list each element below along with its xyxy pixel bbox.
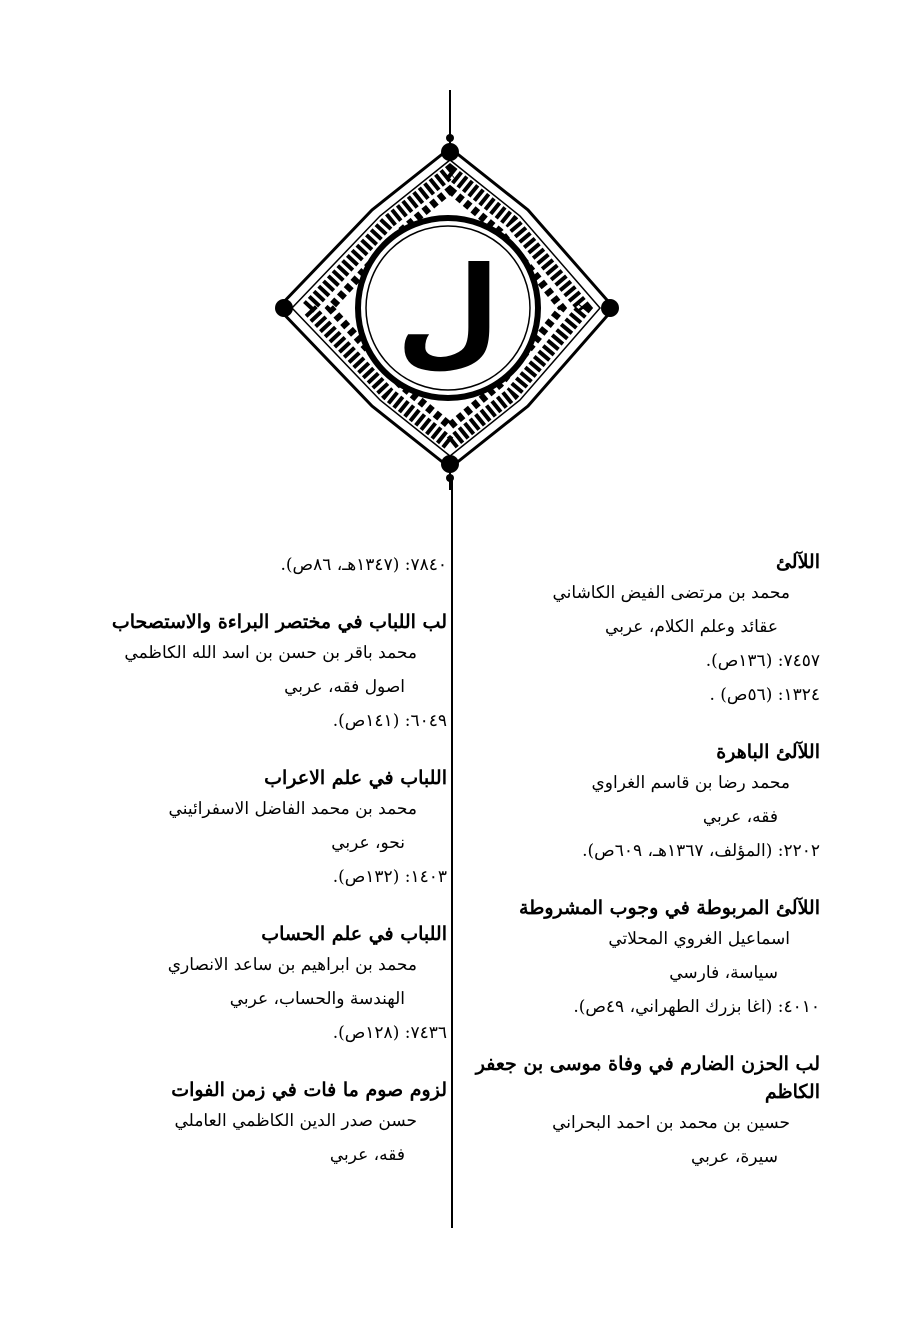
entry-subject: اصول فقه، عربي xyxy=(284,677,405,697)
entry-reference: ٧٨٤٠: (١٣٤٧هـ، ٨٦ص). xyxy=(280,555,447,575)
entry-title: اللآلئ المربوطة في وجوب المشروطة xyxy=(519,897,820,919)
section-letter: ل xyxy=(395,242,501,381)
entry-author: حسين بن محمد بن احمد البحراني xyxy=(552,1113,790,1133)
entry-author: محمد باقر بن حسن بن اسد الله الكاظمي xyxy=(124,643,417,663)
entry-title: لب اللباب في مختصر البراءة والاستصحاب xyxy=(111,611,447,633)
entry-author: محمد رضا بن قاسم الغراوي xyxy=(591,773,790,793)
entry-subject: عقائد وعلم الكلام، عربي xyxy=(605,617,778,637)
entry-title: اللآلئ الباهرة xyxy=(716,741,820,763)
entry-title: لب الحزن الضارم في وفاة موسى بن جعفر الكاظم xyxy=(475,1053,820,1103)
entry xyxy=(460,738,820,868)
entry-reference: ١٤٠٣: (١٣٢ص). xyxy=(332,867,447,887)
entry-author: محمد بن ابراهيم بن ساعد الانصاري xyxy=(167,955,417,975)
entry-author: محمد بن مرتضى الفيض الكاشاني xyxy=(552,583,790,603)
entry xyxy=(460,1050,820,1174)
entry-subject: فقه، عربي xyxy=(329,1145,405,1165)
entry-reference: ١٣٢٤: (٥٦ص) . xyxy=(709,685,820,705)
entry xyxy=(87,920,447,1050)
entry-continuation xyxy=(87,548,447,582)
entry-reference: ٦٠٤٩: (١٤١ص). xyxy=(332,711,447,731)
left-column xyxy=(87,548,447,1198)
entry xyxy=(460,548,820,712)
column-divider xyxy=(451,480,453,1228)
right-column xyxy=(460,548,820,1200)
entry-title: اللباب في علم الاعراب xyxy=(264,767,447,789)
entry-subject: فقه، عربي xyxy=(702,807,778,827)
entry-subject: سيرة، عربي xyxy=(691,1147,778,1167)
entry-reference: ٤٠١٠: (اغا بزرك الطهراني، ٤٩ص). xyxy=(573,997,820,1017)
entry-author: محمد بن محمد الفاضل الاسفرائيني xyxy=(168,799,417,819)
entry-reference: ٧٤٥٧: (١٣٦ص). xyxy=(705,651,820,671)
entry-reference: ٧٤٣٦: (١٢٨ص). xyxy=(332,1023,447,1043)
entry xyxy=(87,1076,447,1172)
entry-title: اللآلئ xyxy=(775,551,820,573)
entry xyxy=(460,894,820,1024)
entry-author: اسماعيل الغروي المحلاتي xyxy=(608,929,790,949)
entry-title: لزوم صوم ما فات في زمن الفوات xyxy=(171,1079,447,1101)
entry xyxy=(87,608,447,738)
entry-title: اللباب في علم الحساب xyxy=(261,923,447,945)
section-letter-ornament xyxy=(268,90,628,490)
entry-subject: سياسة، فارسي xyxy=(669,963,778,983)
entry-subject: الهندسة والحساب، عربي xyxy=(229,989,405,1009)
entry-author: حسن صدر الدين الكاظمي العاملي xyxy=(174,1111,417,1131)
entry-reference: ٢٢٠٢: (المؤلف، ١٣٦٧هـ، ٦٠٩ص). xyxy=(582,841,820,861)
entry-subject: نحو، عربي xyxy=(331,833,405,853)
entry xyxy=(87,764,447,894)
